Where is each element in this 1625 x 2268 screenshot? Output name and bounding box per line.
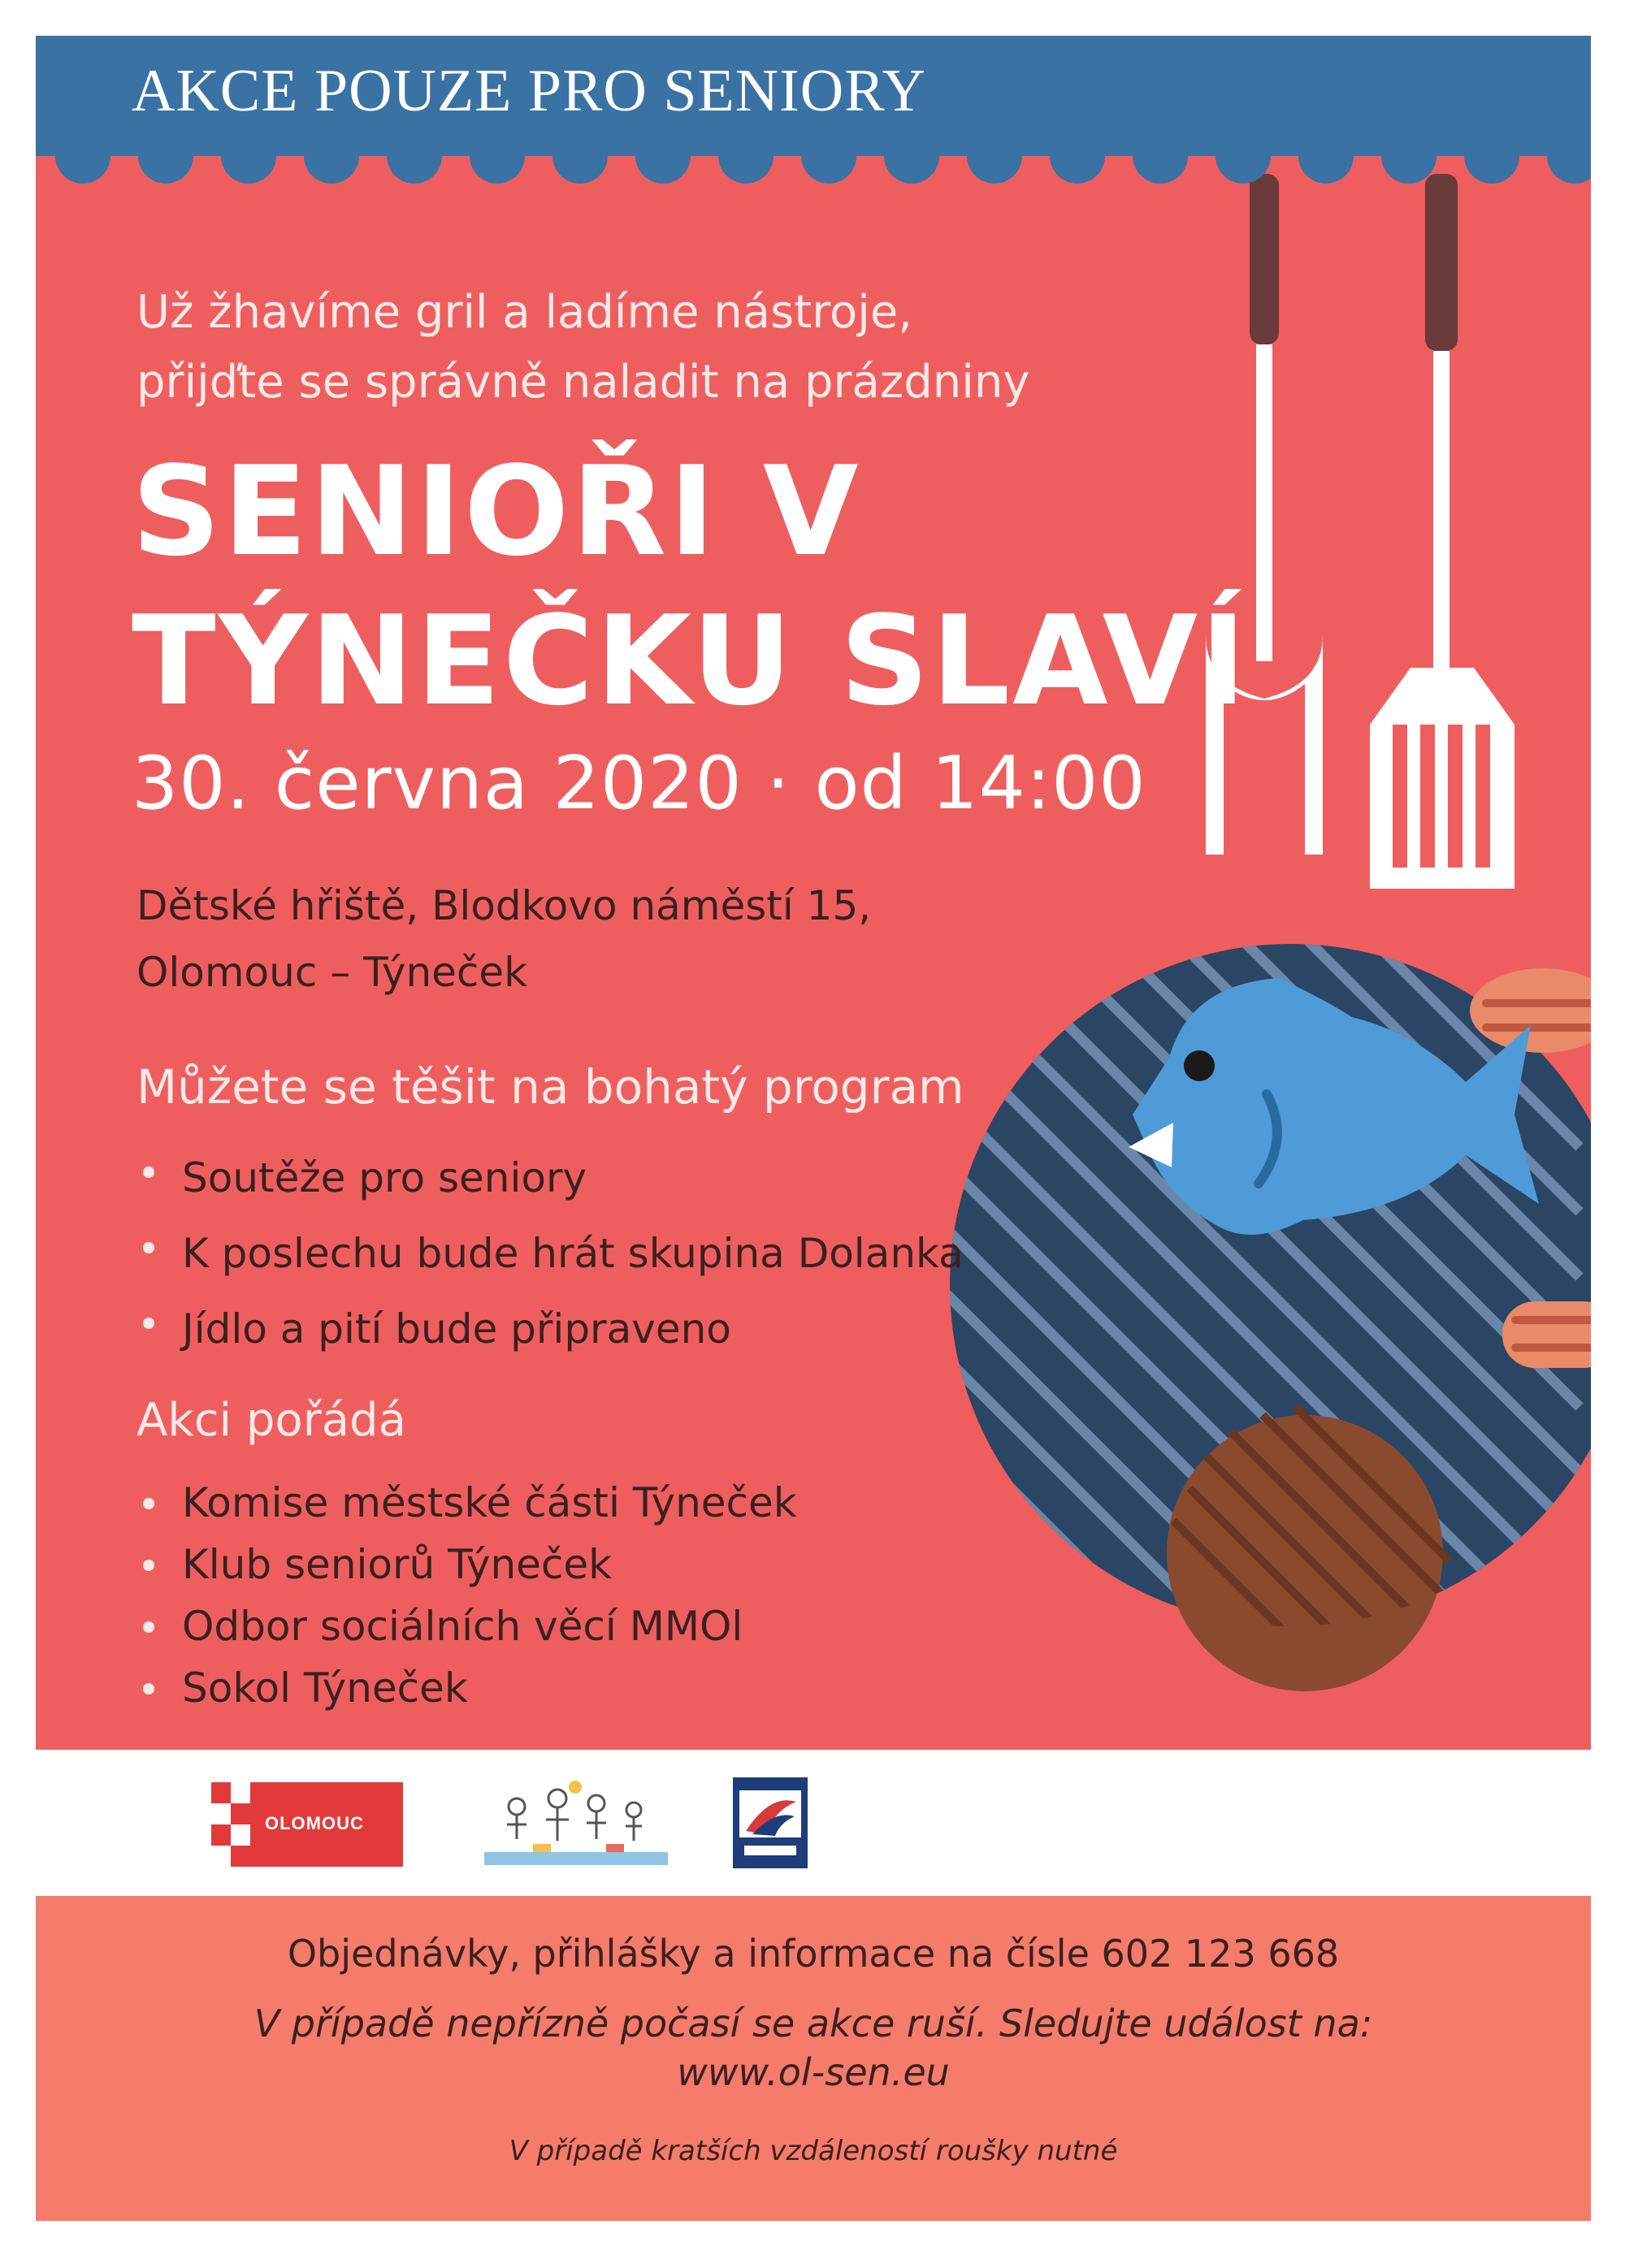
olomouc-logo [211,1782,403,1867]
footer-masks-notice: V případě kratších vzdáleností roušky nutné [509,2135,1118,2167]
list-item: Odbor sociálních věcí MMOl [136,1595,797,1657]
event-title-line-1: SENIOŘI V [132,439,861,583]
organizers-heading: Akci pořádá [136,1394,406,1447]
list-item: Komise městské části Týneček [136,1472,797,1534]
sausage-icon [1502,1301,1591,1368]
footer [36,1896,1591,2221]
olomouc-logo-text: OLOMOUC [265,1813,364,1833]
banner-scallop-edge [36,138,1591,203]
list-item: Jídlo a pití bude připraveno [136,1292,964,1367]
list-item: Klub seniorů Týneček [136,1534,797,1595]
intro-line-1: Už žhavíme gril a ladíme nástroje, [136,286,913,339]
footer-contact: Objednávky, přihlášky a informace na čísle 602 123 668 [287,1932,1340,1976]
banner-title: AKCE POUZE PRO SENIORY [132,58,926,124]
event-poster [36,36,1591,2221]
grill-spatula-icon [1370,174,1514,889]
list-item: K poslechu bude hrát skupina Dolanka [136,1216,964,1292]
klub-senioru-logo [484,1774,668,1872]
event-title [132,437,1269,736]
event-date-time: 30. června 2020 · od 14:00 [132,741,1146,826]
program-list [136,1140,964,1367]
list-item: Soutěže pro seniory [136,1140,964,1216]
intro-line-2: přijďte se správně naladit na prázdniny [136,356,1030,409]
sport-logo [733,1777,808,1868]
partner-logos [36,1750,1591,1896]
list-item: Sokol Týneček [136,1657,797,1719]
event-venue [136,872,1112,1006]
venue-line-1: Dětské hřiště, Blodkovo náměstí 15, [136,882,872,929]
footer-website: www.ol-sen.eu [677,2050,950,2094]
program-heading: Můžete se těšit na bohatý program [136,1059,964,1115]
olomouc-mark-icon [211,1782,250,1867]
poster-body [36,156,1591,1750]
event-title-line-2: TÝNEČKU SLAVÍ [132,589,1249,733]
venue-line-2: Olomouc – Týneček [136,949,528,996]
footer-weather-notice: V případě nepřízně počasí se akce ruší. Sledujte událost na: [254,2002,1373,2045]
intro-text [136,278,1193,418]
organizers-list [136,1472,797,1719]
